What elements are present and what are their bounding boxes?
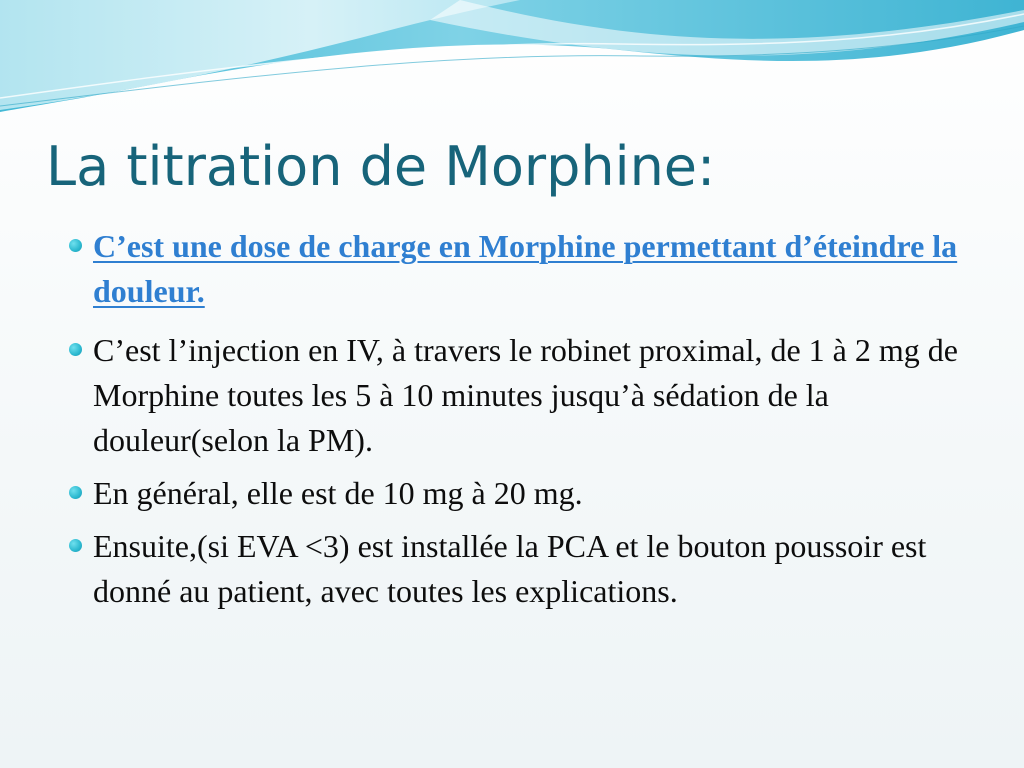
bullet-item-2 — [62, 328, 962, 463]
slide-title: La titration de Morphine: — [46, 135, 716, 198]
bullet-item-1 — [62, 224, 962, 314]
bullet-text: Ensuite,(si EVA <3) est installée la PCA et le bouton poussoir est donné au patient, avec toutes les explications. — [93, 528, 927, 609]
bullet-dot-icon — [69, 486, 82, 499]
wave-decoration — [0, 0, 1024, 120]
bullet-item-4 — [62, 524, 962, 614]
bullet-dot-icon — [69, 239, 82, 252]
bullet-list — [62, 224, 962, 622]
bullet-text: C’est l’injection en IV, à travers le robinet proximal, de 1 à 2 mg de Morphine toutes les 5 à 10 minutes jusqu’à sédation de la douleur(selon la PM). — [93, 332, 958, 458]
bullet-item-3 — [62, 471, 962, 516]
bullet-dot-icon — [69, 343, 82, 356]
bullet-text: En général, elle est de 10 mg à 20 mg. — [93, 475, 583, 511]
bullet-dot-icon — [69, 539, 82, 552]
bullet-link-text[interactable]: C’est une dose de charge en Morphine permettant d’éteindre la douleur. — [93, 228, 958, 309]
